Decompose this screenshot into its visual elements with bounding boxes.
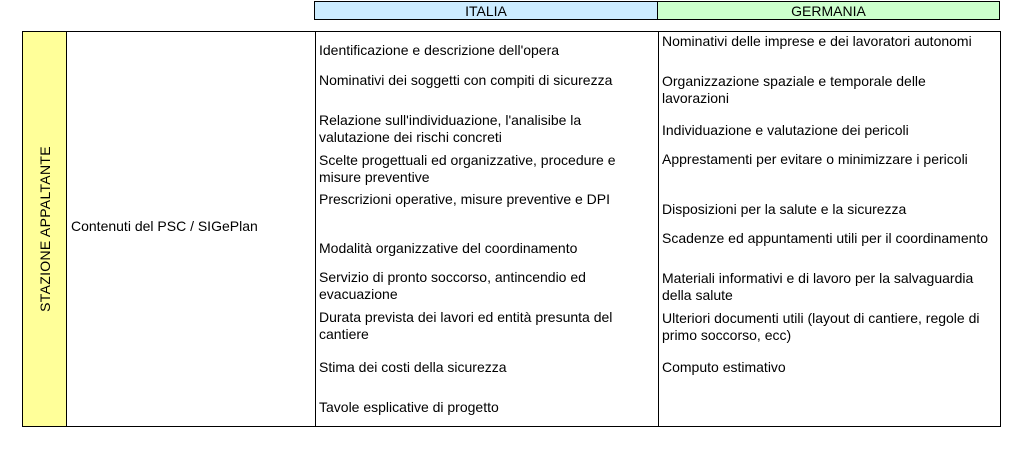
content-cell	[67, 32, 316, 426]
header-germania: GERMANIA	[657, 1, 1000, 20]
germania-item: Materiali informativi e di lavoro per la salvaguardia della salute	[662, 270, 974, 303]
germania-item: Ulteriori documenti utili (layout di cantiere, regole di primo soccorso, ecc)	[662, 310, 980, 343]
actor-label: STAZIONE APPALTANTE	[36, 146, 53, 312]
italia-item: Scelte progettuali ed organizzative, procedure e misure preventive	[319, 152, 616, 185]
italia-item: Prescrizioni operative, misure preventive e DPI	[319, 191, 611, 207]
germania-item: Disposizioni per la salute e la sicurezza	[662, 201, 907, 217]
italia-item: Servizio di pronto soccorso, antincendio ed evacuazione	[319, 269, 586, 302]
germania-column	[659, 32, 1001, 426]
germania-item: Computo estimativo	[662, 359, 786, 375]
italia-item: Stima dei costi della sicurezza	[319, 359, 507, 375]
actor-cell	[23, 32, 67, 426]
comparison-table	[22, 31, 1001, 427]
germania-item: Individuazione e valutazione dei pericoli	[662, 122, 909, 138]
italia-item: Tavole esplicative di progetto	[319, 399, 499, 415]
header-italia: ITALIA	[314, 1, 658, 20]
italia-item: Nominativi dei soggetti con compiti di sicurezza	[319, 72, 613, 88]
italia-item: Durata prevista dei lavori ed entità presunta del cantiere	[319, 309, 613, 342]
italia-item: Identificazione e descrizione dell'opera	[319, 42, 560, 58]
germania-item: Scadenze ed appuntamenti utili per il coordinamento	[662, 230, 989, 246]
italia-item: Relazione sull'individuazione, l'analisibe la valutazione dei rischi concreti	[319, 112, 582, 145]
content-label: Contenuti del PSC / SIGePlan	[71, 218, 258, 234]
italia-column	[316, 32, 659, 426]
germania-item: Apprestamenti per evitare o minimizzare i pericoli	[662, 151, 968, 167]
italia-item: Modalità organizzative del coordinamento	[319, 240, 578, 256]
germania-item: Nominativi delle imprese e dei lavoratori autonomi	[662, 33, 972, 49]
germania-item: Organizzazione spaziale e temporale delle lavorazioni	[662, 73, 926, 106]
